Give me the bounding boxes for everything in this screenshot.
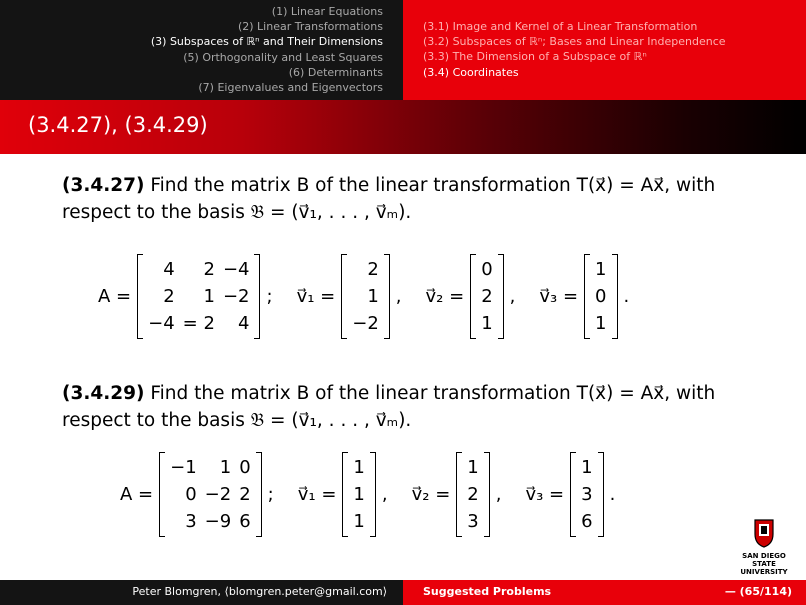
- matrix-entry: −4: [222, 258, 250, 280]
- problem-text-line2: respect to the basis 𝔅 = (v⃗₁, . . . , v⃗ₘ).: [62, 202, 412, 223]
- vector-v2-label: v⃗₂ =: [411, 483, 451, 505]
- matrix-entry: 0: [239, 456, 251, 478]
- matrix-entry: −9: [204, 510, 232, 532]
- equation-row-1: [92, 251, 635, 341]
- matrix-entry: 1: [219, 456, 232, 478]
- problem-text-line2: respect to the basis 𝔅 = (v⃗₁, . . . , v⃗ₘ).: [62, 410, 412, 431]
- vector-entry: 2: [467, 483, 479, 505]
- matrix-a: [137, 254, 260, 339]
- comma: ,: [395, 285, 402, 307]
- matrix-entry: −1: [170, 456, 197, 478]
- vector-entry: 1: [353, 510, 365, 532]
- problem-3-4-29: [62, 380, 762, 434]
- matrix-entry: 3: [185, 510, 197, 532]
- vector-entry: 6: [581, 510, 593, 532]
- vector-v3: [584, 254, 617, 339]
- university-logo: [734, 518, 794, 578]
- page-number: — (65/114): [724, 585, 792, 598]
- vector-entry: 1: [595, 258, 607, 280]
- period: .: [623, 285, 630, 307]
- matrix-entry: 6: [239, 510, 251, 532]
- slide-title: (3.4.27), (3.4.29): [28, 113, 208, 137]
- problem-number: (3.4.27): [62, 175, 145, 196]
- logo-line1: SAN DIEGO STATE: [742, 552, 786, 568]
- nav-item[interactable]: (3) Subspaces of ℝⁿ and Their Dimensions: [150, 35, 383, 49]
- nav-item[interactable]: (3.4) Coordinates: [423, 65, 519, 79]
- problem-text-line1: Find the matrix B of the linear transformation T(x⃗) = Ax⃗, with: [150, 383, 716, 404]
- subsection-nav: [423, 19, 726, 80]
- nav-item[interactable]: (1) Linear Equations: [271, 5, 383, 18]
- nav-item[interactable]: (3.2) Subspaces of ℝⁿ; Bases and Linear Independence: [423, 35, 726, 49]
- footer-author: [0, 580, 403, 605]
- vector-v1: [342, 452, 375, 537]
- vector-entry: 3: [467, 510, 479, 532]
- vector-entry: 1: [481, 312, 493, 334]
- vector-v1-label: v⃗₁ =: [296, 285, 336, 307]
- vector-v2-label: v⃗₂ =: [425, 285, 465, 307]
- vector-entry: 1: [595, 312, 607, 334]
- vector-entry: 1: [353, 483, 365, 505]
- period: .: [609, 483, 616, 505]
- vector-v1-label: v⃗₁ =: [297, 483, 337, 505]
- vector-v3-label: v⃗₃ =: [525, 483, 565, 505]
- equation-row-2: [114, 449, 621, 539]
- vector-v2: [470, 254, 503, 339]
- vector-entry: 1: [353, 456, 365, 478]
- vector-entry: 1: [581, 456, 593, 478]
- vector-entry: 1: [467, 456, 479, 478]
- nav-item[interactable]: (2) Linear Transformations: [237, 20, 383, 34]
- nav-item[interactable]: (7) Eigenvalues and Eigenvectors: [198, 81, 383, 95]
- problem-number: (3.4.29): [62, 383, 145, 404]
- vector-entry: 2: [367, 258, 379, 280]
- vector-entry: 0: [481, 258, 493, 280]
- comma: ,: [495, 483, 502, 505]
- comma: ,: [381, 483, 388, 505]
- chapter-nav: [151, 4, 383, 95]
- matrix-a-label: A =: [120, 483, 154, 505]
- matrix-a: [159, 452, 262, 537]
- vector-entry: 2: [481, 285, 493, 307]
- nav-item[interactable]: (3.1) Image and Kernel of a Linear Transformation: [423, 20, 698, 33]
- header-section-nav: [0, 0, 403, 100]
- slide-title-bar: [0, 100, 806, 154]
- matrix-entry: 2: [163, 285, 175, 307]
- matrix-entry: 0: [185, 483, 197, 505]
- section-text: Suggested Problems: [423, 585, 552, 598]
- vector-entry: −2: [352, 312, 379, 334]
- footer-section: [403, 580, 603, 605]
- matrix-entry: −4: [148, 312, 175, 334]
- shield-icon: [753, 518, 775, 548]
- vector-entry: 0: [595, 285, 607, 307]
- matrix-entry: 4: [238, 312, 250, 334]
- vector-v1: [341, 254, 390, 339]
- vector-v2: [456, 452, 489, 537]
- separator: ;: [266, 285, 273, 307]
- header-subsection-nav: [403, 0, 806, 100]
- comma: ,: [509, 285, 516, 307]
- matrix-entry: 2: [239, 483, 251, 505]
- nav-item[interactable]: (5) Orthogonality and Least Squares: [183, 50, 383, 64]
- problem-3-4-27: [62, 172, 762, 226]
- vector-entry: 1: [367, 285, 379, 307]
- vector-entry: 3: [581, 483, 593, 505]
- nav-item[interactable]: (3.3) The Dimension of a Subspace of ℝⁿ: [423, 50, 647, 64]
- nav-item[interactable]: (6) Determinants: [288, 65, 383, 79]
- matrix-entry: −2: [204, 483, 232, 505]
- matrix-entry: 1: [203, 285, 215, 307]
- problem-text-line1: Find the matrix B of the linear transformation T(x⃗) = Ax⃗, with: [150, 175, 716, 196]
- separator: ;: [267, 483, 274, 505]
- vector-v3-label: v⃗₃ =: [539, 285, 579, 307]
- logo-line2: UNIVERSITY: [740, 568, 788, 576]
- vector-v3: [570, 452, 603, 537]
- footer-page: [603, 580, 806, 605]
- author-text: Peter Blomgren, ⟨blomgren.peter@gmail.com⟩: [132, 585, 387, 598]
- matrix-entry: 4: [163, 258, 175, 280]
- matrix-entry: 2: [203, 258, 215, 280]
- matrix-entry: = 2: [182, 312, 215, 334]
- matrix-entry: −2: [222, 285, 250, 307]
- matrix-a-label: A =: [98, 285, 132, 307]
